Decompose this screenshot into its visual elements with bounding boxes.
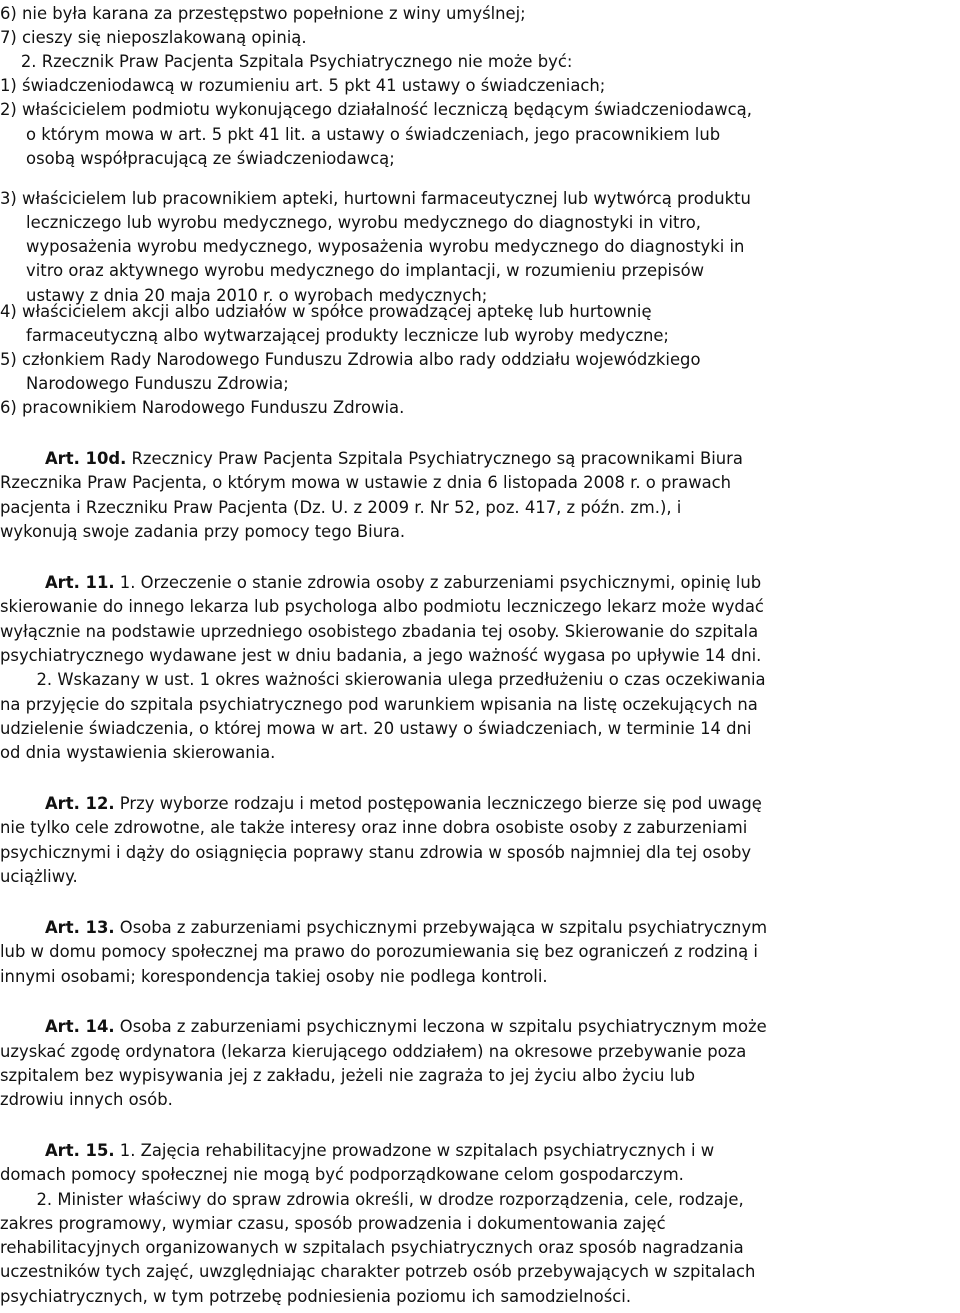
paragraph-line: innymi osobami; korespondencja takiej osoby nie podlega kontroli. xyxy=(0,967,548,986)
paragraph-line: zdrowiu innych osób. xyxy=(0,1090,173,1109)
paragraph-line: 2. Rzecznik Praw Pacjenta Szpitala Psychiatrycznego nie może być: xyxy=(0,52,573,71)
paragraph-line: wykonują swoje zadania przy pomocy tego Biura. xyxy=(0,522,406,541)
list-item: ustawy z dnia 20 maja 2010 r. o wyrobach medycznych; xyxy=(0,286,488,305)
list-item: 6) nie była karana za przestępstwo popełnione z winy umyślnej; xyxy=(0,4,526,23)
paragraph-line: szpitalem bez wypisywania jej z zakładu, jeżeli nie zagraża to jej życiu albo życiu lub xyxy=(0,1066,696,1085)
article-11-first-line: Art. 11. 1. Orzeczenie o stanie zdrowia osoby z zaburzeniami psychicznymi, opinię lub xyxy=(45,573,762,592)
paragraph-line: pacjenta i Rzeczniku Praw Pacjenta (Dz. U. z 2009 r. Nr 52, poz. 417, z późn. zm.), i xyxy=(0,498,682,517)
paragraph-line: 2. Wskazany w ust. 1 okres ważności skierowania ulega przedłużeniu o czas oczekiwania xyxy=(0,670,766,689)
paragraph-line: zakres programowy, wymiar czasu, sposób prowadzenia i dokumentowania zajęć xyxy=(0,1214,666,1233)
paragraph-line: psychiatrycznych, w tym potrzebę podniesienia poziomu ich samodzielności. xyxy=(0,1287,632,1306)
article-13-first-line: Art. 13. Osoba z zaburzeniami psychicznymi przebywająca w szpitalu psychiatrycznym xyxy=(45,918,768,937)
list-item: 7) cieszy się nieposzlakowaną opinią. xyxy=(0,28,307,47)
paragraph-line: rehabilitacyjnych organizowanych w szpitalach psychiatrycznych oraz sposób nagradzania xyxy=(0,1238,744,1257)
list-item: 4) właścicielem akcji albo udziałów w spółce prowadzącej aptekę lub hurtownię xyxy=(0,302,652,321)
article-heading: Art. 15. xyxy=(45,1141,115,1160)
list-item: vitro oraz aktywnego wyrobu medycznego do implantacji, w rozumieniu przepisów xyxy=(0,261,705,280)
list-item: wyposażenia wyrobu medycznego, wyposażenia wyrobu medycznego do diagnostyki in xyxy=(0,237,745,256)
list-item: osobą współpracującą ze świadczeniodawcą; xyxy=(0,149,395,168)
list-item: 1) świadczeniodawcą w rozumieniu art. 5 pkt 41 ustawy o świadczeniach; xyxy=(0,76,606,95)
paragraph-line: lub w domu pomocy społecznej ma prawo do porozumiewania się bez ograniczeń z rodziną i xyxy=(0,942,758,961)
paragraph-line: Rzecznika Praw Pacjenta, o którym mowa w ustawie z dnia 6 listopada 2008 r. o prawach xyxy=(0,473,732,492)
paragraph-line: udzielenie świadczenia, o której mowa w art. 20 ustawy o świadczeniach, w terminie 14 dni xyxy=(0,719,752,738)
article-heading: Art. 14. xyxy=(45,1017,115,1036)
article-10d-first-line: Art. 10d. Rzecznicy Praw Pacjenta Szpitala Psychiatrycznego są pracownikami Biura xyxy=(45,449,743,468)
paragraph-line: skierowanie do innego lekarza lub psychologa albo podmiotu leczniczego lekarz może wydać xyxy=(0,597,764,616)
list-item: farmaceutyczną albo wytwarzającej produkty lecznicze lub wyroby medyczne; xyxy=(0,326,669,345)
list-item: 2) właścicielem podmiotu wykonującego działalność leczniczą będącym świadczeniodawcą, xyxy=(0,100,752,119)
article-heading: Art. 10d. xyxy=(45,449,127,468)
paragraph-line: psychiatrycznego wydawane jest w dniu badania, a jego ważność wygasa po upływie 14 dni. xyxy=(0,646,762,665)
paragraph-line: 2. Minister właściwy do spraw zdrowia określi, w drodze rozporządzenia, cele, rodzaje, xyxy=(0,1190,744,1209)
article-heading: Art. 13. xyxy=(45,918,115,937)
list-item: o którym mowa w art. 5 pkt 41 lit. a ustawy o świadczeniach, jego pracownikiem lub xyxy=(0,125,721,144)
paragraph-line: uczestników tych zajęć, uwzględniając charakter potrzeb osób przebywających w szpitalach xyxy=(0,1262,756,1281)
paragraph-line: uciążliwy. xyxy=(0,867,78,886)
article-12-first-line: Art. 12. Przy wyborze rodzaju i metod postępowania leczniczego bierze się pod uwagę xyxy=(45,794,762,813)
list-item: 5) członkiem Rady Narodowego Funduszu Zdrowia albo rady oddziału wojewódzkiego xyxy=(0,350,701,369)
list-item: 6) pracownikiem Narodowego Funduszu Zdrowia. xyxy=(0,398,405,417)
list-item: 3) właścicielem lub pracownikiem apteki, hurtowni farmaceutycznej lub wytwórcą produktu xyxy=(0,189,751,208)
article-heading: Art. 12. xyxy=(45,794,115,813)
paragraph-line: na przyjęcie do szpitala psychiatrycznego pod warunkiem wpisania na listę oczekujących na xyxy=(0,695,758,714)
paragraph-line: domach pomocy społecznej nie mogą być podporządkowane celom gospodarczym. xyxy=(0,1165,684,1184)
list-item: leczniczego lub wyrobu medycznego, wyrobu medycznego do diagnostyki in vitro, xyxy=(0,213,701,232)
paragraph-line: od dnia wystawienia skierowania. xyxy=(0,743,276,762)
article-heading: Art. 11. xyxy=(45,573,115,592)
paragraph-line: uzyskać zgodę ordynatora (lekarza kierującego oddziałem) na okresowe przebywanie poza xyxy=(0,1042,747,1061)
paragraph-line: psychicznymi i dąży do osiągnięcia poprawy stanu zdrowia w sposób najmniej dla tej osoby xyxy=(0,843,752,862)
list-item: Narodowego Funduszu Zdrowia; xyxy=(0,374,289,393)
article-15-first-line: Art. 15. 1. Zajęcia rehabilitacyjne prowadzone w szpitalach psychiatrycznych i w xyxy=(45,1141,715,1160)
paragraph-line: nie tylko cele zdrowotne, ale także interesy oraz inne dobra osobiste osoby z zaburzeniami xyxy=(0,818,748,837)
paragraph-line: wyłącznie na podstawie uprzedniego osobistego zbadania tej osoby. Skierowanie do szpitala xyxy=(0,622,759,641)
article-14-first-line: Art. 14. Osoba z zaburzeniami psychicznymi leczona w szpitalu psychiatrycznym może xyxy=(45,1017,767,1036)
